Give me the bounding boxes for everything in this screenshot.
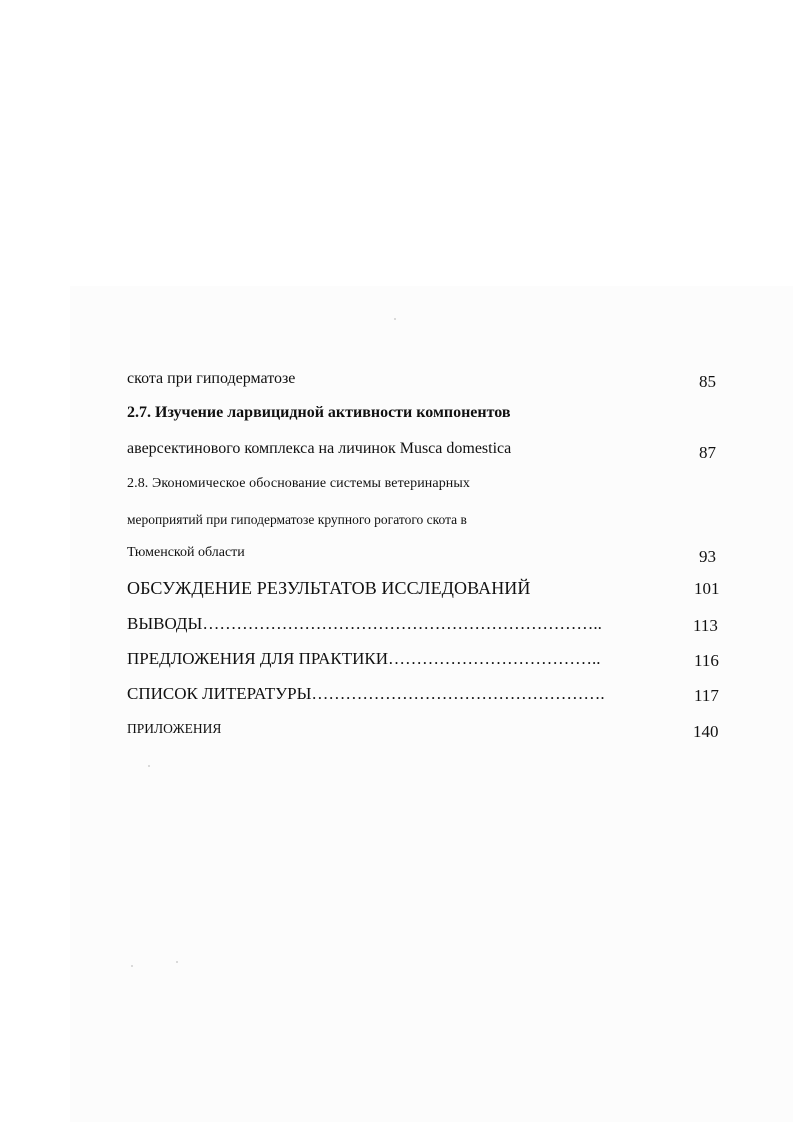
toc-page-number: 87 (699, 443, 716, 462)
toc-entry-2-7-line-1: 2.7. Изучение ларвицидной активности компонентов (127, 404, 511, 421)
scan-speck (131, 965, 133, 967)
toc-entry-continuation: скота при гиподерматозе (127, 370, 296, 387)
toc-entry-appendices: ПРИЛОЖЕНИЯ (127, 721, 222, 736)
toc-page-number: 117 (694, 686, 719, 705)
scan-speck (176, 961, 178, 963)
toc-entry-2-7-line-2: аверсектинового комплекса на личинок Musca domestica (127, 440, 512, 457)
toc-page-number: 113 (693, 616, 718, 635)
toc-page-number: 85 (699, 372, 716, 391)
toc-entry-discussion: ОБСУЖДЕНИЕ РЕЗУЛЬТАТОВ ИССЛЕДОВАНИЙ (127, 578, 531, 598)
scan-speck (148, 765, 150, 767)
toc-page-number: 116 (694, 651, 719, 670)
toc-entry-conclusions: ВЫВОДЫ…………………………………………………………….. (127, 614, 602, 633)
toc-page-number: 93 (699, 547, 716, 566)
toc-entry-2-8-line-2: мероприятий при гиподерматозе крупного рогатого скота в (127, 512, 467, 527)
toc-page-number: 140 (693, 722, 719, 741)
toc-entry-references: СПИСОК ЛИТЕРАТУРЫ……………………………………………. (127, 684, 605, 703)
toc-page-number: 101 (694, 579, 720, 598)
toc-entry-2-8-line-1: 2.8. Экономическое обоснование системы ветеринарных (127, 476, 471, 491)
toc-entry-proposals: ПРЕДЛОЖЕНИЯ ДЛЯ ПРАКТИКИ……………………………….. (127, 649, 601, 668)
toc-entry-2-8-line-3: Тюменской области (127, 545, 245, 560)
scan-speck (394, 318, 396, 320)
